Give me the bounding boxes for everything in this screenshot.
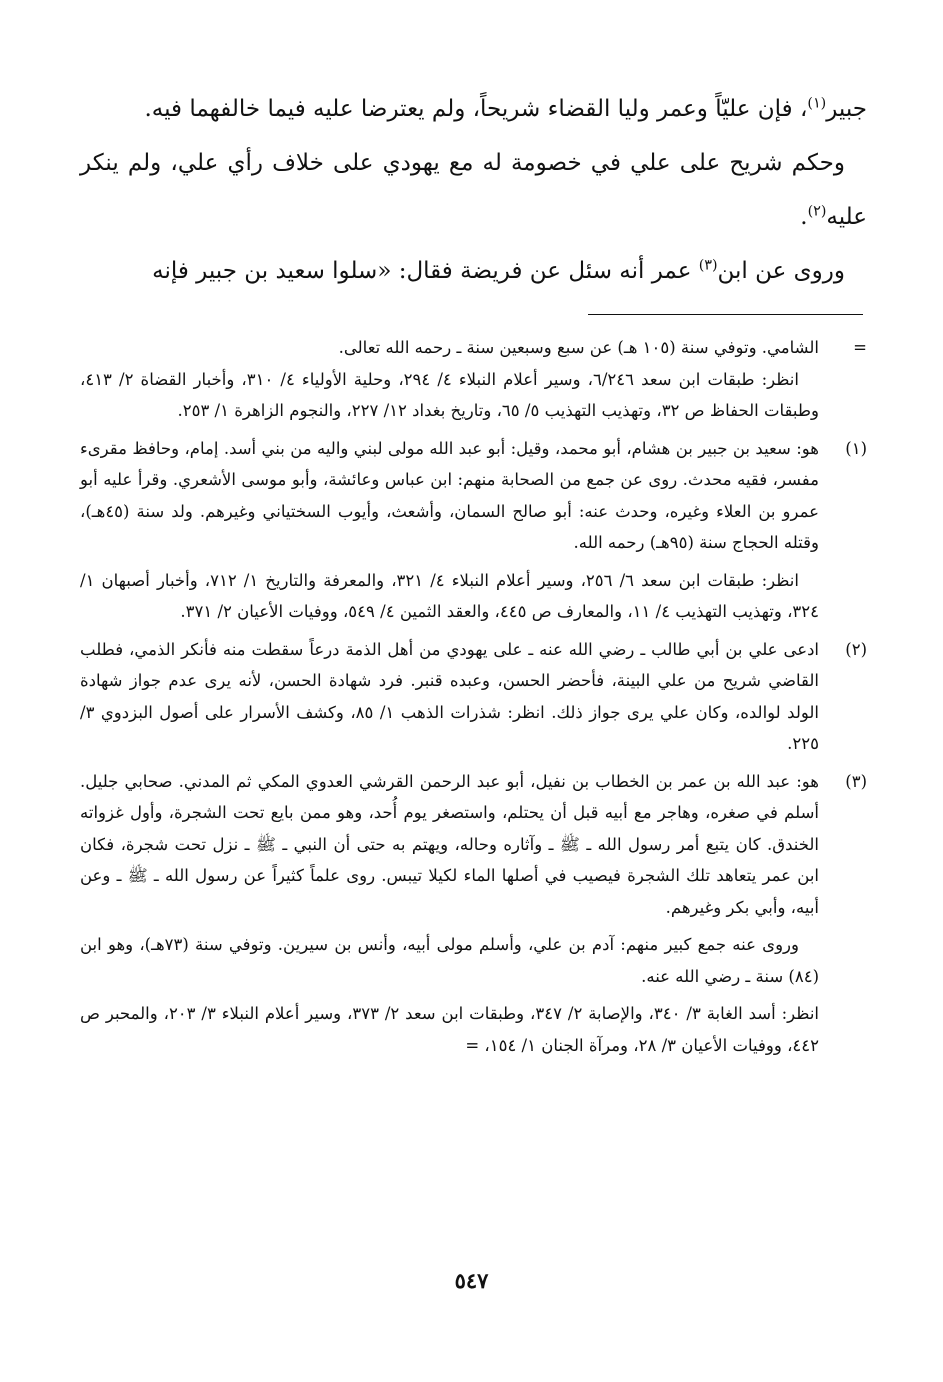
main-paragraph-3 xyxy=(80,244,867,298)
continuation-text: الشامي. وتوفي سنة (١٠٥ هـ) عن سبع وسبعين سنة ـ رحمه الله تعالى. xyxy=(338,338,819,357)
footnote-3-sources: انظر: أسد الغابة ٣/ ٣٤٠، والإصابة ٢/ ٣٤٧، وطبقات ابن سعد ٢/ ٣٧٣، وسير أعلام النبلاء ٣/ ٢٠٣، والمحبر ص ٤٤٢، ووفيات الأعيان ٣/ ٢٨، ومرآة الجنان ١/ ١٥٤، = xyxy=(80,1004,819,1055)
main-p3-end: عمر أنه سئل عن فريضة فقال: «سلوا سعيد بن جبير فإنه xyxy=(152,258,699,284)
main-p2-end: . xyxy=(800,204,808,230)
footnote-2 xyxy=(80,634,867,760)
footnote-3-marker: (٣) xyxy=(845,771,867,791)
continuation-marker: = xyxy=(853,338,867,357)
footnote-2-marker: (٢) xyxy=(845,639,867,659)
main-p2-start: وحكم شريح على علي في خصومة له مع يهودي على خلاف رأي علي، ولم ينكر عليه xyxy=(80,150,867,230)
footnote-1-sources: انظر: طبقات ابن سعد ٦/ ٢٥٦، وسير أعلام النبلاء ٤/ ٣٢١، والمعرفة والتاريخ ١/ ٧١٢، وأخبار أصبهان ١/ ٣٢٤، وتهذيب التهذيب ٤/ ١١، والمعارف ص ٤٤٥، والعقد الثمين ٤/ ٥٤٩، ووفيات الأعيان ٢/ ٣٧١. xyxy=(80,570,819,621)
footnote-3 xyxy=(80,766,867,1062)
main-p1-end: ، فإن عليّاً وعمر وليا القضاء شريحاً، ولم يعترضا عليه فيما خالفهما فيه. xyxy=(144,96,808,122)
footnote-3-narrators: وروى عنه جمع كبير منهم: آدم بن علي، وأسلم مولى أبيه، وأنس بن سيرين. وتوفي سنة (٧٣هـ)، وهو ابن (٨٤) سنة ـ رضي الله عنه. xyxy=(80,935,819,986)
footnote-ref-1: (١) xyxy=(807,95,827,112)
footnote-2-text: ادعى علي بن أبي طالب ـ رضي الله عنه ـ على يهودي من أهل الذمة درعاً سقطت منه فأنكر الذمي، فطلب القاضي شريح من علي البينة، فأحضر الحسن، وعبده قنبر. فرد شهادة الحسن، لأنه يرى عدم جواز شهادة الولد لوالده، وكان علي يرى جواز ذلك. انظر: شذرات الذهب ١/ ٨٥، وكشف الأسرار على أصول البزدوي ٣/ ٢٢٥. xyxy=(80,639,819,753)
footnote-continuation xyxy=(80,332,867,427)
footnote-1-marker: (١) xyxy=(845,438,867,458)
footnote-ref-2: (٢) xyxy=(807,203,827,220)
main-paragraph-2 xyxy=(80,136,867,244)
footnotes xyxy=(80,332,867,1061)
footnote-1-text: هو: سعيد بن جبير بن هشام، أبو محمد، وقيل: أبو عبد الله مولى لبني واليه من بني أسد. إمام، وحافظ مقرىء مفسر، فقيه محدث. روى عن جمع من الصحابة منهم: ابن عباس وعائشة، وأبو موسى الأشعري. وقرأ عليه أبو عمرو بن العلاء وغيره، وحدث عنه: أبو صالح السمان، وأشعث، وأيوب السختياني وغيرهم. ولد سنة (٤٥هـ)، وقتله الحجاج سنة (٩٥هـ) رحمه الله. xyxy=(80,438,819,552)
main-p3-start: وروى عن ابن xyxy=(717,258,845,284)
footnote-3-text: هو: عبد الله بن عمر بن الخطاب بن نفيل، أبو عبد الرحمن القرشي العدوي المكي ثم المدني. صحابي جليل. أسلم في صغره، وهاجر مع أبيه قبل أن يحتلم، واستصغر يوم أُحد، وهو ممن بايع تحت الشجرة، وأول غزواته الخندق. كان يتبع أمر رسول الله ـ ﷺ ـ وآثاره وحاله، ويهتم به حتى أن النبي ـ ﷺ ـ نزل تحت شجرة، فكان ابن عمر يتعاهد تلك الشجرة فيصيب في أصلها الماء لكيلا تيبس. روى علماً كثيراً عن رسول الله ـ ﷺ ـ وعن أبيه، وأبي بكر وغيرهم. xyxy=(80,771,819,917)
page-number: ٥٤٧ xyxy=(454,1268,489,1293)
main-text xyxy=(80,82,867,298)
main-paragraph-1 xyxy=(80,82,867,136)
footnote-ref-3: (٣) xyxy=(698,257,718,274)
continuation-sources: انظر: طبقات ابن سعد ٦/٢٤٦، وسير أعلام النبلاء ٤/ ٢٩٤، وحلية الأولياء ٤/ ٣١٠، وأخبار القضاة ٢/ ٤١٣، وطبقات الحفاظ ص ٣٢، وتهذيب التهذيب ٥/ ٦٥، وتاريخ بغداد ١٢/ ٢٢٧، والنجوم الزاهرة ١/ ٢٥٣. xyxy=(80,369,819,420)
main-p1-start: جبير xyxy=(826,96,867,122)
footnote-separator xyxy=(588,314,863,315)
footnote-1 xyxy=(80,433,867,628)
